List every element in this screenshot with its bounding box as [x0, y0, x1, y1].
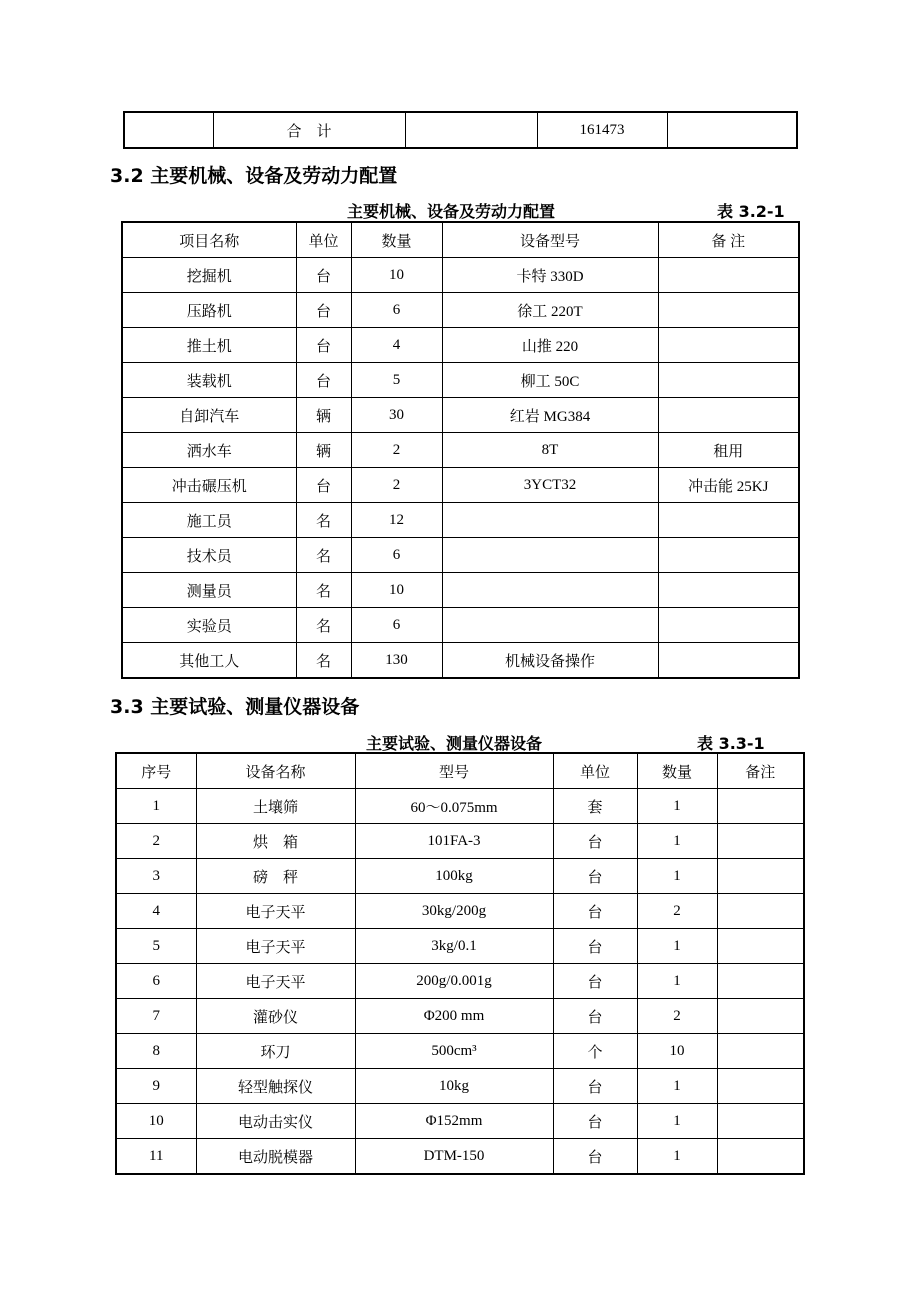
table-cell: 4: [116, 894, 196, 929]
table-cell: [658, 328, 799, 363]
table-cell: 200g/0.001g: [355, 964, 553, 999]
table-cell: Φ152mm: [355, 1104, 553, 1139]
table-caption-3-2: [0, 199, 920, 219]
table-row: [116, 1104, 804, 1139]
table-cell: DTM-150: [355, 1139, 553, 1175]
column-header: 单位: [296, 222, 351, 258]
table-cell: [658, 398, 799, 433]
table-cell: 名: [296, 608, 351, 643]
table-cell: 1: [637, 1104, 717, 1139]
table-cell: 冲击能 25KJ: [658, 468, 799, 503]
table-cell: 6: [351, 538, 442, 573]
table-cell: 2: [351, 433, 442, 468]
table-cell: 台: [296, 258, 351, 293]
table-cell: [658, 293, 799, 328]
table-cell: 2: [116, 824, 196, 859]
table-cell: [717, 964, 804, 999]
table-cell: 10: [116, 1104, 196, 1139]
table-row: [122, 398, 799, 433]
table-cell: 轻型触探仪: [196, 1069, 355, 1104]
table-cell: [658, 573, 799, 608]
table-cell: 台: [553, 964, 637, 999]
table-cell: 500cm³: [355, 1034, 553, 1069]
column-header: 单位: [553, 753, 637, 789]
table-cell: 台: [553, 859, 637, 894]
table-cell: 5: [351, 363, 442, 398]
column-header: 设备型号: [442, 222, 658, 258]
table-cell: 100kg: [355, 859, 553, 894]
table-cell: 测量员: [122, 573, 296, 608]
table-cell: [442, 538, 658, 573]
table-row: [122, 433, 799, 468]
table-cell: 灌砂仪: [196, 999, 355, 1034]
table-cell: 10: [637, 1034, 717, 1069]
table-cell: 名: [296, 643, 351, 679]
table-cell: 洒水车: [122, 433, 296, 468]
total-blank-cell: [405, 112, 537, 148]
table-cell: [658, 538, 799, 573]
table-cell: 30: [351, 398, 442, 433]
table-cell: 柳工 50C: [442, 363, 658, 398]
table-row: [122, 363, 799, 398]
table-cell: [717, 824, 804, 859]
table-cell: 冲击碾压机: [122, 468, 296, 503]
table-cell: 1: [637, 789, 717, 824]
table-cell: 2: [637, 894, 717, 929]
table-cell: 130: [351, 643, 442, 679]
table-cell: 3: [116, 859, 196, 894]
table-row: [122, 293, 799, 328]
table-cell: [717, 999, 804, 1034]
table-cell: 名: [296, 573, 351, 608]
total-table: [123, 111, 798, 149]
table-cell: 名: [296, 503, 351, 538]
table-cell: 60～0.075mm: [355, 789, 553, 824]
table-cell: 磅 秤: [196, 859, 355, 894]
table-title: 主要试验、测量仪器设备: [366, 734, 543, 753]
total-label: 合 计: [213, 112, 405, 148]
column-header: 设备名称: [196, 753, 355, 789]
table-cell: 6: [116, 964, 196, 999]
table-cell: 挖掘机: [122, 258, 296, 293]
table-row: [122, 258, 799, 293]
table-cell: [658, 608, 799, 643]
table-row: [116, 789, 804, 824]
table-cell: 2: [637, 999, 717, 1034]
table-cell: 电子天平: [196, 964, 355, 999]
table-number: 表 3.3-1: [697, 734, 765, 753]
table-cell: 装载机: [122, 363, 296, 398]
table-row: [116, 999, 804, 1034]
table-cell: 12: [351, 503, 442, 538]
table-cell: [658, 643, 799, 679]
column-header: 型号: [355, 753, 553, 789]
table-row: [116, 1034, 804, 1069]
table-cell: 台: [553, 1069, 637, 1104]
table-cell: 机械设备操作: [442, 643, 658, 679]
total-blank-cell: [124, 112, 213, 148]
table-row: [116, 894, 804, 929]
table-cell: 环刀: [196, 1034, 355, 1069]
table-cell: 10kg: [355, 1069, 553, 1104]
table-cell: [717, 1034, 804, 1069]
table-row: [122, 608, 799, 643]
table-cell: [442, 573, 658, 608]
table-cell: [658, 363, 799, 398]
table-header-row: [116, 753, 804, 789]
table-cell: [658, 258, 799, 293]
table-cell: 其他工人: [122, 643, 296, 679]
table-cell: Φ200 mm: [355, 999, 553, 1034]
table-cell: 台: [553, 1139, 637, 1175]
table-cell: 实验员: [122, 608, 296, 643]
table-cell: 台: [553, 1104, 637, 1139]
table-cell: 套: [553, 789, 637, 824]
column-header: 序号: [116, 753, 196, 789]
table-cell: [717, 1104, 804, 1139]
table-row: [116, 929, 804, 964]
table-cell: 4: [351, 328, 442, 363]
table-cell: 2: [351, 468, 442, 503]
table-cell: 3YCT32: [442, 468, 658, 503]
total-row: [124, 112, 797, 148]
table-cell: 租用: [658, 433, 799, 468]
table-cell: [717, 789, 804, 824]
table-row: [122, 503, 799, 538]
table-cell: 1: [637, 1069, 717, 1104]
table-cell: 台: [296, 293, 351, 328]
test-instruments-table: [115, 752, 805, 1175]
table-cell: 名: [296, 538, 351, 573]
table-cell: 6: [351, 608, 442, 643]
table-cell: 电动击实仪: [196, 1104, 355, 1139]
table-cell: 徐工 220T: [442, 293, 658, 328]
table-cell: [717, 894, 804, 929]
table-cell: 技术员: [122, 538, 296, 573]
table-cell: 台: [296, 468, 351, 503]
table-cell: [658, 503, 799, 538]
table-cell: [717, 929, 804, 964]
table-row: [122, 643, 799, 679]
table-cell: 红岩 MG384: [442, 398, 658, 433]
table-cell: 台: [553, 999, 637, 1034]
table-caption-3-3: [0, 731, 920, 751]
table-cell: 施工员: [122, 503, 296, 538]
table-header-row: [122, 222, 799, 258]
table-cell: 3kg/0.1: [355, 929, 553, 964]
column-header: 备注: [717, 753, 804, 789]
table-cell: 电子天平: [196, 929, 355, 964]
column-header: 数量: [637, 753, 717, 789]
table-cell: 土壤筛: [196, 789, 355, 824]
table-cell: [717, 1069, 804, 1104]
table-cell: [717, 1139, 804, 1175]
table-cell: 推土机: [122, 328, 296, 363]
table-cell: 6: [351, 293, 442, 328]
table-cell: 台: [553, 929, 637, 964]
table-cell: 7: [116, 999, 196, 1034]
table-cell: 10: [351, 258, 442, 293]
table-cell: 台: [553, 894, 637, 929]
table-cell: 个: [553, 1034, 637, 1069]
table-cell: 烘 箱: [196, 824, 355, 859]
table-row: [116, 964, 804, 999]
table-cell: 1: [637, 964, 717, 999]
table-cell: 9: [116, 1069, 196, 1104]
table-row: [116, 1139, 804, 1175]
table-cell: 电动脱模器: [196, 1139, 355, 1175]
table-row: [122, 468, 799, 503]
table-cell: 1: [637, 1139, 717, 1175]
table-cell: 自卸汽车: [122, 398, 296, 433]
table-cell: 卡特 330D: [442, 258, 658, 293]
column-header: 数量: [351, 222, 442, 258]
table-row: [116, 1069, 804, 1104]
table-row: [116, 824, 804, 859]
section-heading-3-2: 3.2 主要机械、设备及劳动力配置: [110, 165, 398, 187]
table-cell: 辆: [296, 398, 351, 433]
table-cell: 1: [637, 859, 717, 894]
table-cell: 11: [116, 1139, 196, 1175]
table-cell: 1: [637, 929, 717, 964]
table-cell: 10: [351, 573, 442, 608]
table-cell: 8T: [442, 433, 658, 468]
table-row: [116, 859, 804, 894]
table-cell: 1: [116, 789, 196, 824]
table-cell: 101FA-3: [355, 824, 553, 859]
table-cell: [442, 608, 658, 643]
total-blank-cell: [667, 112, 797, 148]
table-cell: [442, 503, 658, 538]
total-value: 161473: [537, 112, 667, 148]
column-header: 项目名称: [122, 222, 296, 258]
table-number: 表 3.2-1: [717, 202, 785, 221]
section-heading-3-3: 3.3 主要试验、测量仪器设备: [110, 696, 360, 718]
table-cell: 1: [637, 824, 717, 859]
table-title: 主要机械、设备及劳动力配置: [347, 202, 556, 221]
table-row: [122, 328, 799, 363]
table-cell: 5: [116, 929, 196, 964]
table-cell: 8: [116, 1034, 196, 1069]
table-cell: [717, 859, 804, 894]
table-cell: 台: [296, 363, 351, 398]
table-cell: 台: [296, 328, 351, 363]
table-cell: 台: [553, 824, 637, 859]
table-row: [122, 573, 799, 608]
machinery-labor-table: [121, 221, 800, 679]
table-cell: 电子天平: [196, 894, 355, 929]
table-cell: 30kg/200g: [355, 894, 553, 929]
table-cell: 山推 220: [442, 328, 658, 363]
table-row: [122, 538, 799, 573]
table-cell: 压路机: [122, 293, 296, 328]
table-cell: 辆: [296, 433, 351, 468]
column-header: 备 注: [658, 222, 799, 258]
